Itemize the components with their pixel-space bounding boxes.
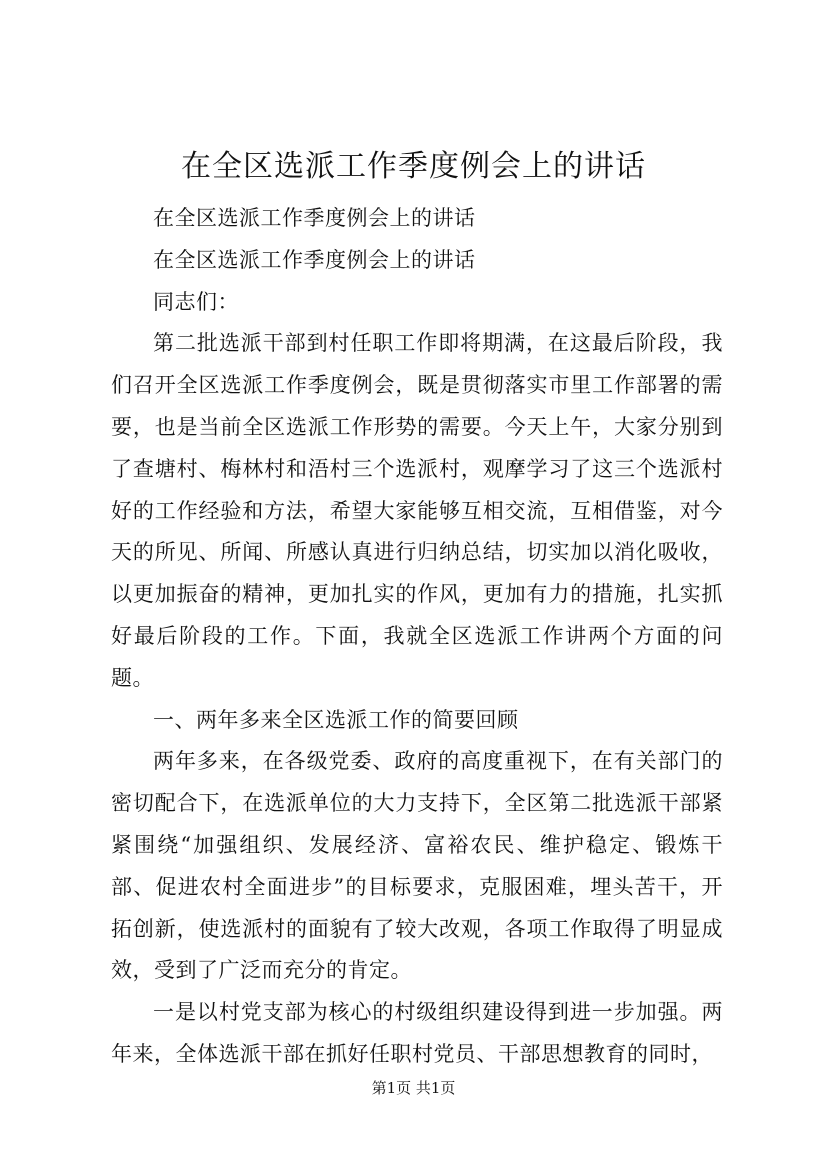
paragraph-point-one: 一是以村党支部为核心的村级组织建设得到进一步加强。两年来，全体选派干部在抓好任职村党员、干部思想教育的同时， <box>111 1000 723 1066</box>
paragraph-review: 两年多来，在各级党委、政府的高度重视下，在有关部门的密切配合下，在选派单位的大力支持下，全区第二批选派干部紧紧围绕“加强组织、发展经济、富裕农民、维护稳定、锻炼干部、促进农村全面进步”的目标要求，克服困难，埋头苦干，开拓创新，使选派村的面貌有了较大改观，各项工作取得了明显成效，受到了广泛而充分的肯定。 <box>111 749 723 983</box>
page-footer: 第1页 共1页 <box>371 1079 456 1097</box>
paragraph-section-heading: 一、两年多来全区选派工作的简要回顾 <box>153 707 519 732</box>
document-body <box>111 198 723 1076</box>
paragraph-subtitle-1: 在全区选派工作季度例会上的讲话 <box>153 206 476 230</box>
paragraph-salutation: 同志们： <box>153 289 239 314</box>
document-title: 在全区选派工作季度例会上的讲话 <box>181 149 646 184</box>
paragraph-intro: 第二批选派干部到村任职工作即将期满，在这最后阶段，我们召开全区选派工作季度例会，既是贯彻落实市里工作部署的需要，也是当前全区选派工作形势的需要。今天上午，大家分别到了查塘村、梅林村和浯村三个选派村，观摩学习了这三个选派村好的工作经验和方法，希望大家能够互相交流，互相借鉴，对今天的所见、所闻、所感认真进行归纳总结，切实加以消化吸收，以更加振奋的精神，更加扎实的作风，更加有力的措施，扎实抓好最后阶段的工作。下面，我就全区选派工作讲两个方面的问题。 <box>111 331 723 690</box>
paragraph-subtitle-2: 在全区选派工作季度例会上的讲话 <box>153 247 476 272</box>
